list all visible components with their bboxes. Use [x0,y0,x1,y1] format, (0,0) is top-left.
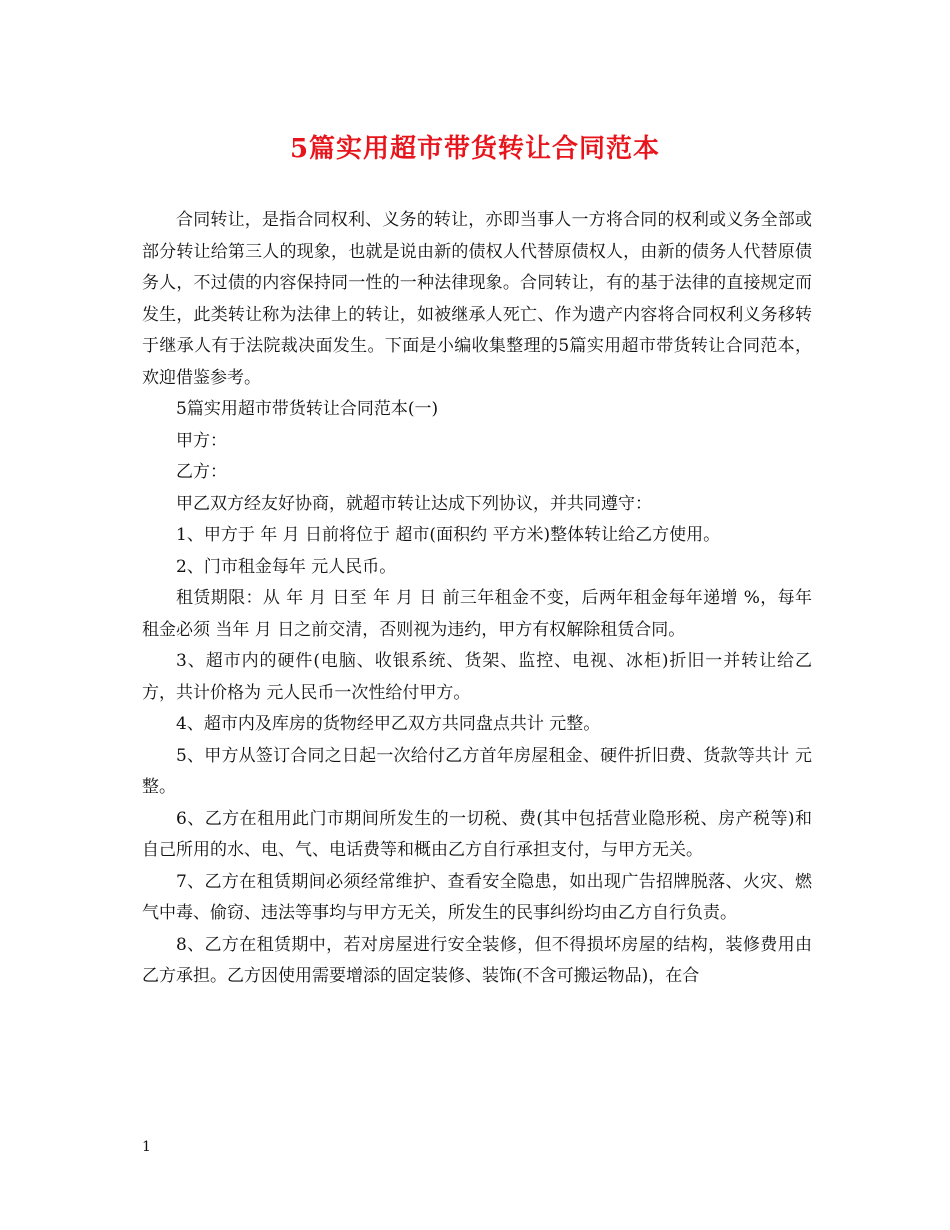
section-heading: 5篇实用超市带货转让合同范本(一) [176,399,439,419]
clause-1: 1、甲方于 年 月 日前将位于 超市(面积约 平方米)整体转让给乙方使用。 [176,525,721,545]
page-title: 5篇实用超市带货转让合同范本 [289,134,661,164]
lease-term-clause: 租赁期限：从 年 月 日至 年 月 日 前三年租金不变，后两年租金每年递增 %，每年租金必须 当年 月 日之前交清，否则视为违约，甲方有权解除租赁合同。 [142,588,812,640]
page-number: 1 [142,1139,151,1155]
agreement-preamble: 甲乙双方经友好协商，就超市转让达成下列协议，并共同遵守： [176,493,652,514]
document-body [142,205,812,993]
clause-2: 2、门市租金每年 元人民币。 [176,556,397,577]
clause-4: 4、超市内及库房的货物经甲乙双方共同盘点共计 元整。 [176,714,601,734]
intro-paragraph: 合同转让，是指合同权利、义务的转让，亦即当事人一方将合同的权利或义务全部或部分转让给第三人的现象，也就是说由新的债权人代替原债权人，由新的债务人代替原债务人，不过债的内容保持同一性的一种法律现象。合同转让，有的基于法律的直接规定而发生，此类转让称为法律上的转让，如被继承人死亡、作为遗产内容将合同权利义务移转于继承人有于法院裁决面发生。下面是小编收集整理的5篇实用超市带货转让合同范本，欢迎借鉴参考。 [142,210,812,388]
clause-5: 5、甲方从签订合同之日起一次给付乙方首年房屋租金、硬件折旧费、货款等共计 元整。 [142,745,812,797]
clause-8: 8、乙方在租赁期中，若对房屋进行安全装修，但不得损坏房屋的结构，装修费用由乙方承担。乙方因使用需要增添的固定装修、装饰(不含可搬运物品)，在合 [142,934,812,986]
party-b-line: 乙方： [176,462,227,482]
clause-6: 6、乙方在租用此门市期间所发生的一切税、费(其中包括营业隐形税、房产税等)和自己所用的水、电、气、电话费等和概由乙方自行承担支付，与甲方无关。 [142,808,812,860]
party-a-line: 甲方： [176,430,227,451]
clause-3: 3、超市内的硬件(电脑、收银系统、货架、监控、电视、冰柜)折旧一并转让给乙方，共计价格为 元人民币一次性给付甲方。 [142,651,812,703]
clause-7: 7、乙方在租赁期间必须经常维护、查看安全隐患，如出现广告招牌脱落、火灾、燃气中毒、偷窃、违法等事均与甲方无关，所发生的民事纠纷均由乙方自行负责。 [142,871,812,923]
